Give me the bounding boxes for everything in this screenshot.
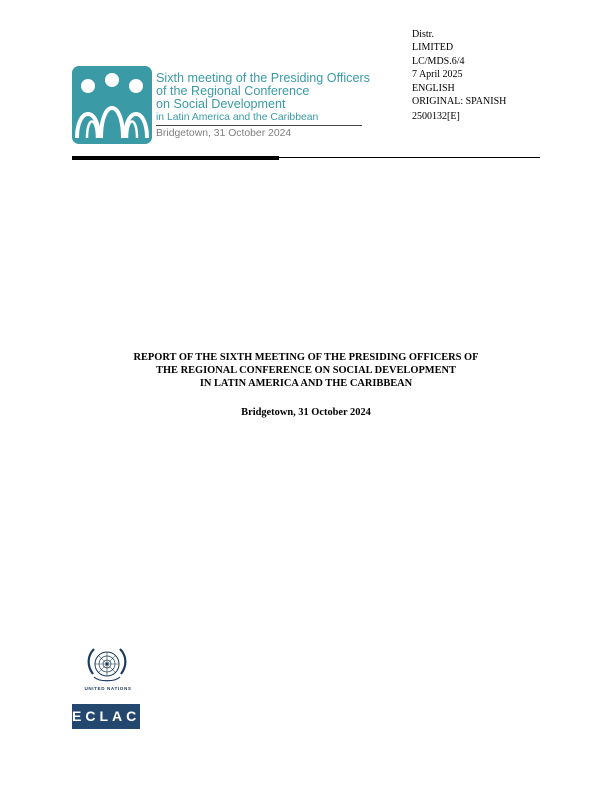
job-number: 2500132[E] [412,110,460,122]
distr-label: Distr. [412,29,434,40]
eclac-logo: ECLAC [72,704,140,729]
logo-title-line-1: Sixth meeting of the Presiding Officers [156,71,370,85]
place-and-date: Bridgetown, 31 October 2024 [241,407,371,418]
logo-title-line-4: in Latin America and the Caribbean [156,112,319,123]
people-emblem-icon [72,64,152,146]
document-language: ENGLISH [412,83,455,95]
document-date: 7 April 2025 [412,68,463,80]
header-rule-thin [279,157,540,158]
logo-date-line: Bridgetown, 31 October 2024 [156,128,292,139]
distribution-limited: LIMITED [412,41,454,53]
report-title-line-1: REPORT OF THE SIXTH MEETING OF THE PRESIDING OFFICERS OF [133,352,479,363]
distribution-block [412,29,506,123]
original-language: ORIGINAL: SPANISH [412,95,507,107]
header-rule-thick [72,156,279,160]
document-symbol: LC/MDS.6/4 [412,56,465,68]
conference-logo [72,64,370,148]
logo-divider [156,125,362,126]
united-nations-label: UNITED NATIONS [84,686,132,691]
report-title-line-3: IN LATIN AMERICA AND THE CARIBBEAN [199,378,413,389]
report-title [72,351,540,390]
un-emblem-icon [84,644,130,691]
report-title-line-2: THE REGIONAL CONFERENCE ON SOCIAL DEVELOPMENT [156,365,456,376]
logo-title-line-2: of the Regional Conference [156,84,310,98]
logo-title-line-3: on Social Development [156,97,286,111]
